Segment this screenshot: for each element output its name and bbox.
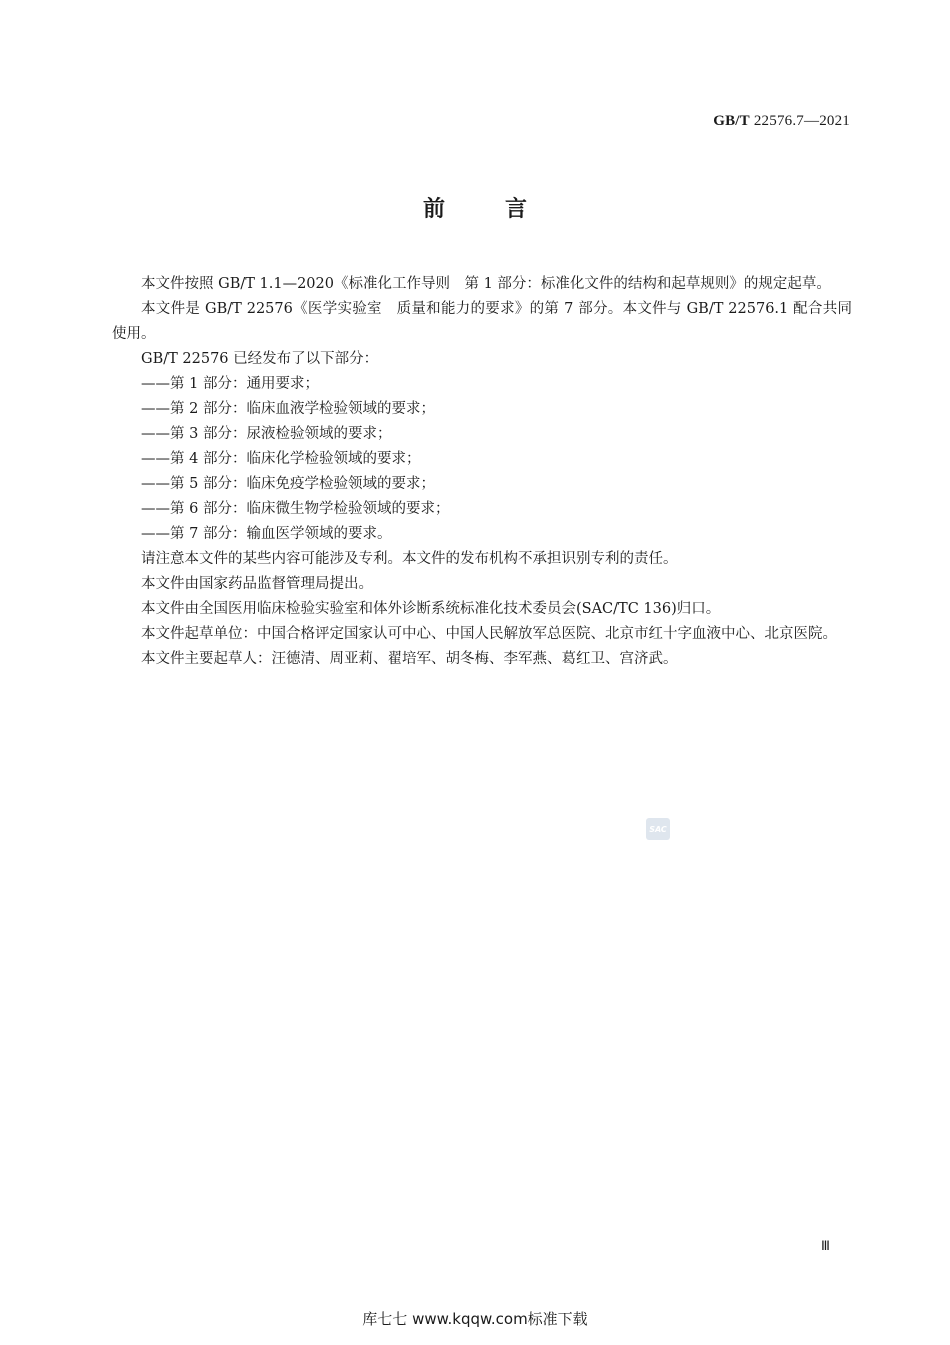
paragraph-proposer: 本文件由国家药品监督管理局提出。	[141, 576, 373, 592]
footer-download-link[interactable]: 库七七 www.kqqw.com标准下载	[362, 1310, 588, 1328]
page-title: 前言	[422, 197, 587, 222]
paragraph-parts-intro: GB/T 22576 已经发布了以下部分：	[141, 351, 379, 367]
list-item: ——第 4 部分：临床化学检验领域的要求；	[141, 451, 421, 467]
list-item: ——第 2 部分：临床血液学检验领域的要求；	[141, 401, 435, 417]
document-body	[112, 272, 852, 672]
list-item: ——第 7 部分：输血医学领域的要求。	[141, 526, 392, 542]
list-item: ——第 5 部分：临床免疫学检验领域的要求；	[141, 476, 435, 492]
paragraph-drafting-rules: 本文件按照 GB/T 1.1—2020《标准化工作导则 第 1 部分：标准化文件的结构和起草规则》的规定起草。	[141, 276, 831, 292]
paragraph-drafting-units: 本文件起草单位：中国合格评定国家认可中心、中国人民解放军总医院、北京市红十字血液中心、北京医院。	[141, 626, 837, 642]
paragraph-patent-notice: 请注意本文件的某些内容可能涉及专利。本文件的发布机构不承担识别专利的责任。	[141, 551, 678, 567]
list-item: ——第 1 部分：通用要求；	[141, 376, 319, 392]
paragraph-part-info: 本文件是 GB/T 22576《医学实验室 质量和能力的要求》的第 7 部分。本文件与 GB/T 22576.1 配合共同使用。	[112, 301, 852, 342]
list-item: ——第 3 部分：尿液检验领域的要求；	[141, 426, 392, 442]
standard-code-prefix: GB/T	[713, 113, 750, 129]
sac-watermark-logo: SAC	[646, 818, 670, 840]
standard-code	[713, 113, 850, 130]
page-number: Ⅲ	[821, 1238, 830, 1253]
paragraph-committee: 本文件由全国医用临床检验实验室和体外诊断系统标准化技术委员会(SAC/TC 136)归口。	[141, 601, 721, 617]
list-item: ——第 6 部分：临床微生物学检验领域的要求；	[141, 501, 450, 517]
standard-code-number: 22576.7—2021	[753, 113, 850, 129]
paragraph-drafters: 本文件主要起草人：汪德清、周亚莉、翟培军、胡冬梅、李军燕、葛红卫、宫济武。	[141, 651, 678, 667]
